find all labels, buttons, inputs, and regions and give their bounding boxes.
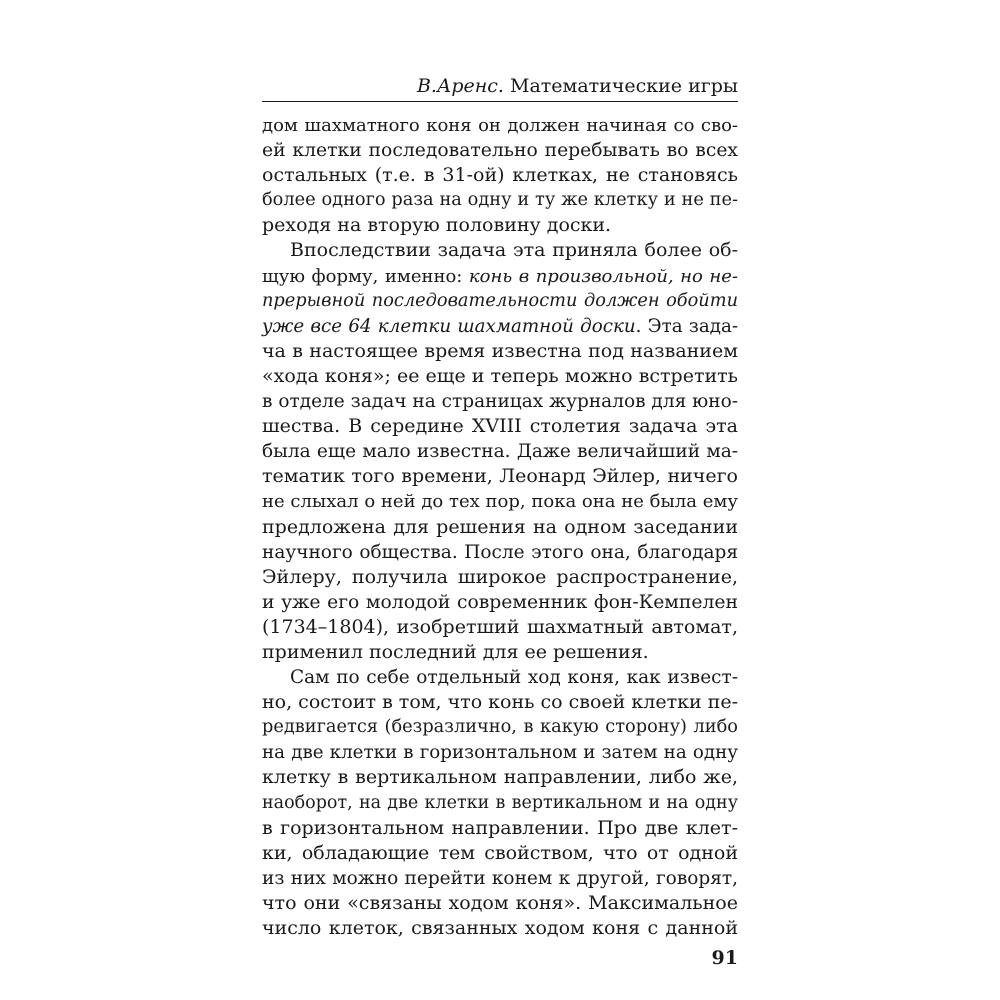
text-line: реходя на вторую половину доски. bbox=[262, 214, 612, 237]
text-line: Эйлеру, получила широкое распространение, bbox=[262, 565, 738, 588]
header-rule bbox=[262, 101, 738, 102]
text-line: и уже его молодой современник фон-Кемпелен bbox=[262, 591, 738, 613]
running-head-author: В.Аренс. bbox=[416, 75, 504, 97]
text-line: применил последний для ее решения. bbox=[262, 640, 649, 663]
text-line: не слыхал о ней до тех пор, пока она не была ему bbox=[262, 491, 738, 513]
text-line: Сам по себе отдельный ход коня, как извест- bbox=[290, 667, 738, 689]
text-line: тематик того времени, Леонард Эйлер, ничего bbox=[262, 465, 738, 488]
running-head-title: Математические игры bbox=[510, 75, 738, 97]
text-line: научного общества. После этого она, благодаря bbox=[262, 541, 738, 563]
text-line: ча в настоящее время известна под названием bbox=[262, 339, 738, 362]
text-line: редвигается (безразлично, в какую сторону) либо bbox=[262, 717, 738, 738]
text-line: в горизонтальном направлении. Про две клет- bbox=[262, 816, 738, 839]
italic-text-run: уже все 64 клетки шахматной доски bbox=[262, 315, 636, 337]
text-line: из них можно перейти конем к другой, говорят, bbox=[262, 867, 738, 889]
text-line: Впоследствии задача эта приняла более об- bbox=[290, 239, 738, 262]
text-line: остальных (т.е. в 31-ой) клетках, не становясь bbox=[262, 164, 738, 187]
text-line bbox=[262, 314, 738, 339]
text-line: более одного раза на одну и ту же клетку и не пе- bbox=[262, 190, 738, 211]
text-line: шества. В середине XVIII столетия задача эта bbox=[262, 415, 738, 438]
page-number: 91 bbox=[711, 947, 738, 969]
text-run: . Эта зада- bbox=[635, 315, 738, 337]
text-run: щую форму, именно: bbox=[262, 265, 463, 287]
text-line: (1734–1804), изобретший шахматный автомат, bbox=[262, 615, 738, 638]
running-head bbox=[262, 72, 738, 100]
text-line: «хода коня»; ее еще и теперь можно встретить bbox=[262, 364, 738, 387]
text-line: что они «связаны ходом коня». Максимальное bbox=[262, 891, 738, 914]
text-line: на две клетки в горизонтальном и затем на одну bbox=[262, 742, 738, 764]
text-line: ки, обладающие тем свойством, что от одной bbox=[262, 841, 738, 864]
italic-text-line: прерывной последовательности должен обойти bbox=[262, 290, 738, 311]
text-line bbox=[262, 264, 738, 289]
text-line: дом шахматного коня он должен начиная со сво- bbox=[262, 115, 738, 136]
text-line: наоборот, на две клетки в вертикальном и на одну bbox=[262, 792, 738, 813]
text-line: число клеток, связанных ходом коня с данной bbox=[262, 917, 738, 939]
text-line: клетку в вертикальном направлении, либо же, bbox=[262, 766, 738, 789]
text-line: но, состоит в том, что конь со своей клетки пе- bbox=[262, 691, 738, 714]
text-line: предложена для решения на одном заседании bbox=[262, 515, 738, 538]
body-text bbox=[262, 113, 738, 941]
italic-text-run: конь в произвольной, но не- bbox=[468, 265, 738, 287]
text-line: ей клетки последовательно перебывать во всех bbox=[262, 140, 738, 162]
text-line: была еще мало известна. Даже величайший ма- bbox=[262, 441, 738, 463]
text-line: в отделе задач на страницах журналов для юно- bbox=[262, 391, 738, 413]
